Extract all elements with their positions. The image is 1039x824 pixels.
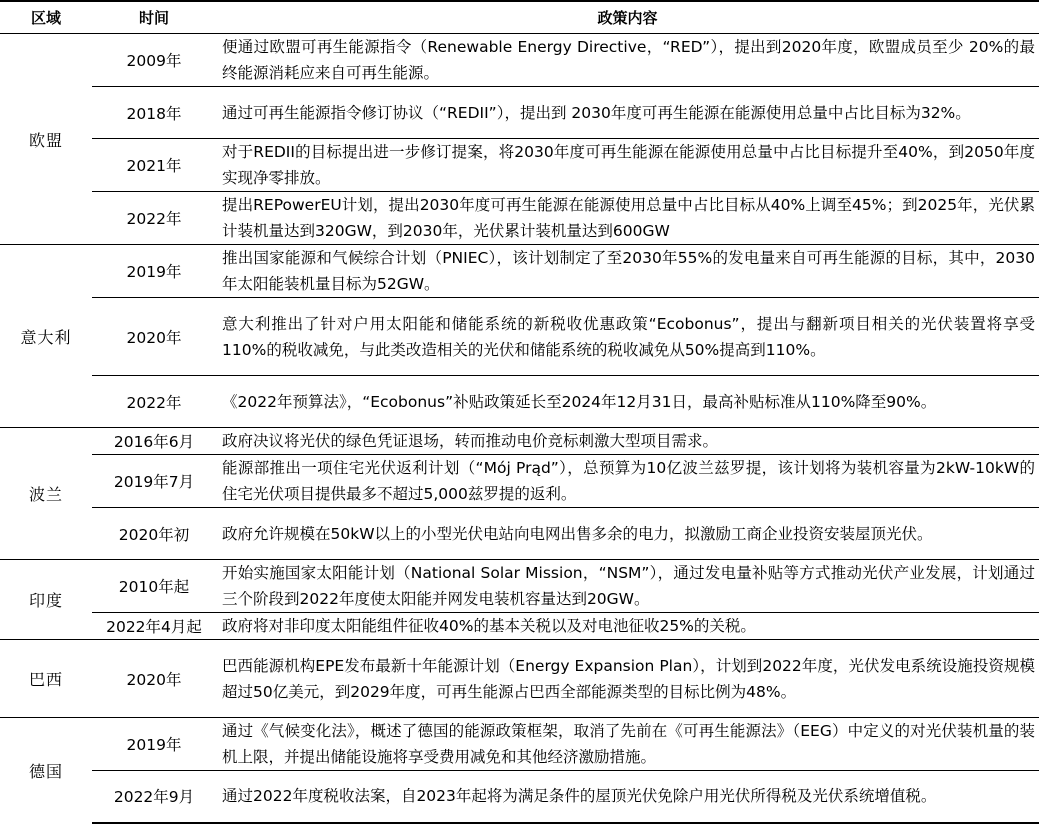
time-cell: 2019年7月 [92,455,216,508]
time-cell: 2019年 [92,245,216,298]
time-cell: 2022年 [92,192,216,245]
time-cell: 2021年 [92,139,216,192]
content-cell: 意大利推出了针对户用太阳能和储能系统的新税收优惠政策“Ecobonus”，提出与翻新项目相关的光伏装置将享受110%的税收减免，与此类改造相关的光伏和储能系统的税收减免从50%提高到110%。 [216,298,1039,376]
content-cell: 提出REPowerEU计划，提出2030年度可再生能源在能源使用总量中占比目标从40%上调至45%；到2025年，光伏累计装机量达到320GW，到2030年，光伏累计装机量达到600GW [216,192,1039,245]
content-cell: 推出国家能源和气候综合计划（PNIEC），该计划制定了至2030年55%的发电量来自可再生能源的目标，其中，2030年太阳能装机量目标为52GW。 [216,245,1039,298]
table-row [0,87,1039,139]
table-header-row [0,1,1039,34]
content-cell: 通过《气候变化法》，概述了德国的能源政策框架，取消了先前在《可再生能源法》（EEG）中定义的对光伏装机量的装机上限，并提出储能设施将享受费用减免和其他经济激励措施。 [216,718,1039,771]
content-cell: 通过2022年度税收法案，自2023年起将为满足条件的屋顶光伏免除户用光伏所得税及光伏系统增值税。 [216,771,1039,823]
region-cell: 巴西 [0,640,92,718]
time-cell: 2020年 [92,640,216,718]
content-cell: 《2022年预算法》，“Ecobonus”补贴政策延长至2024年12月31日，最高补贴标准从110%降至90%。 [216,376,1039,428]
region-cell: 德国 [0,718,92,823]
table-row [0,192,1039,245]
region-cell: 意大利 [0,245,92,428]
table-row [0,139,1039,192]
region-cell: 欧盟 [0,34,92,245]
content-cell: 开始实施国家太阳能计划（National Solar Mission，“NSM”），通过发电量补贴等方式推动光伏产业发展，计划通过三个阶段到2022年度使太阳能并网发电装机容量达到20GW。 [216,560,1039,613]
table-row [0,771,1039,823]
content-cell: 政府决议将光伏的绿色凭证退场，转而推动电价竞标刺激大型项目需求。 [216,428,1039,455]
content-cell: 巴西能源机构EPE发布最新十年能源计划（Energy Expansion Plan），计划到2022年度，光伏发电系统设施投资规模超过50亿美元，到2029年度，可再生能源占巴西全部能源类型的目标比例为48%。 [216,640,1039,718]
table-row [0,640,1039,718]
table-row [0,560,1039,613]
time-cell: 2018年 [92,87,216,139]
time-cell: 2016年6月 [92,428,216,455]
time-cell: 2022年 [92,376,216,428]
table-row [0,455,1039,508]
region-cell: 波兰 [0,428,92,560]
header-time: 时间 [92,1,216,34]
content-cell: 便通过欧盟可再生能源指令（Renewable Energy Directive，“RED”），提出到2020年度，欧盟成员至少 20%的最终能源消耗应来自可再生能源。 [216,34,1039,87]
content-cell: 政府允许规模在50kW以上的小型光伏电站向电网出售多余的电力，拟激励工商企业投资安装屋顶光伏。 [216,508,1039,560]
table-row [0,428,1039,455]
table-row [0,298,1039,376]
table-row [0,718,1039,771]
table-row [0,508,1039,560]
header-content: 政策内容 [216,1,1039,34]
time-cell: 2009年 [92,34,216,87]
time-cell: 2020年初 [92,508,216,560]
region-cell: 印度 [0,560,92,640]
content-cell: 能源部推出一项住宅光伏返利计划（“Mój Prąd”），总预算为10亿波兰兹罗提，该计划将为装机容量为2kW-10kW的住宅光伏项目提供最多不超过5,000兹罗提的返利。 [216,455,1039,508]
table-row [0,613,1039,640]
header-region: 区域 [0,1,92,34]
content-cell: 对于REDII的目标提出进一步修订提案，将2030年度可再生能源在能源使用总量中占比目标提升至40%，到2050年度实现净零排放。 [216,139,1039,192]
table-row [0,245,1039,298]
time-cell: 2022年9月 [92,771,216,823]
table-row [0,376,1039,428]
time-cell: 2022年4月起 [92,613,216,640]
time-cell: 2010年起 [92,560,216,613]
time-cell: 2020年 [92,298,216,376]
content-cell: 通过可再生能源指令修订协议（“REDII”），提出到 2030年度可再生能源在能源使用总量中占比目标为32%。 [216,87,1039,139]
content-cell: 政府将对非印度太阳能组件征收40%的基本关税以及对电池征收25%的关税。 [216,613,1039,640]
time-cell: 2019年 [92,718,216,771]
table-row [0,34,1039,87]
